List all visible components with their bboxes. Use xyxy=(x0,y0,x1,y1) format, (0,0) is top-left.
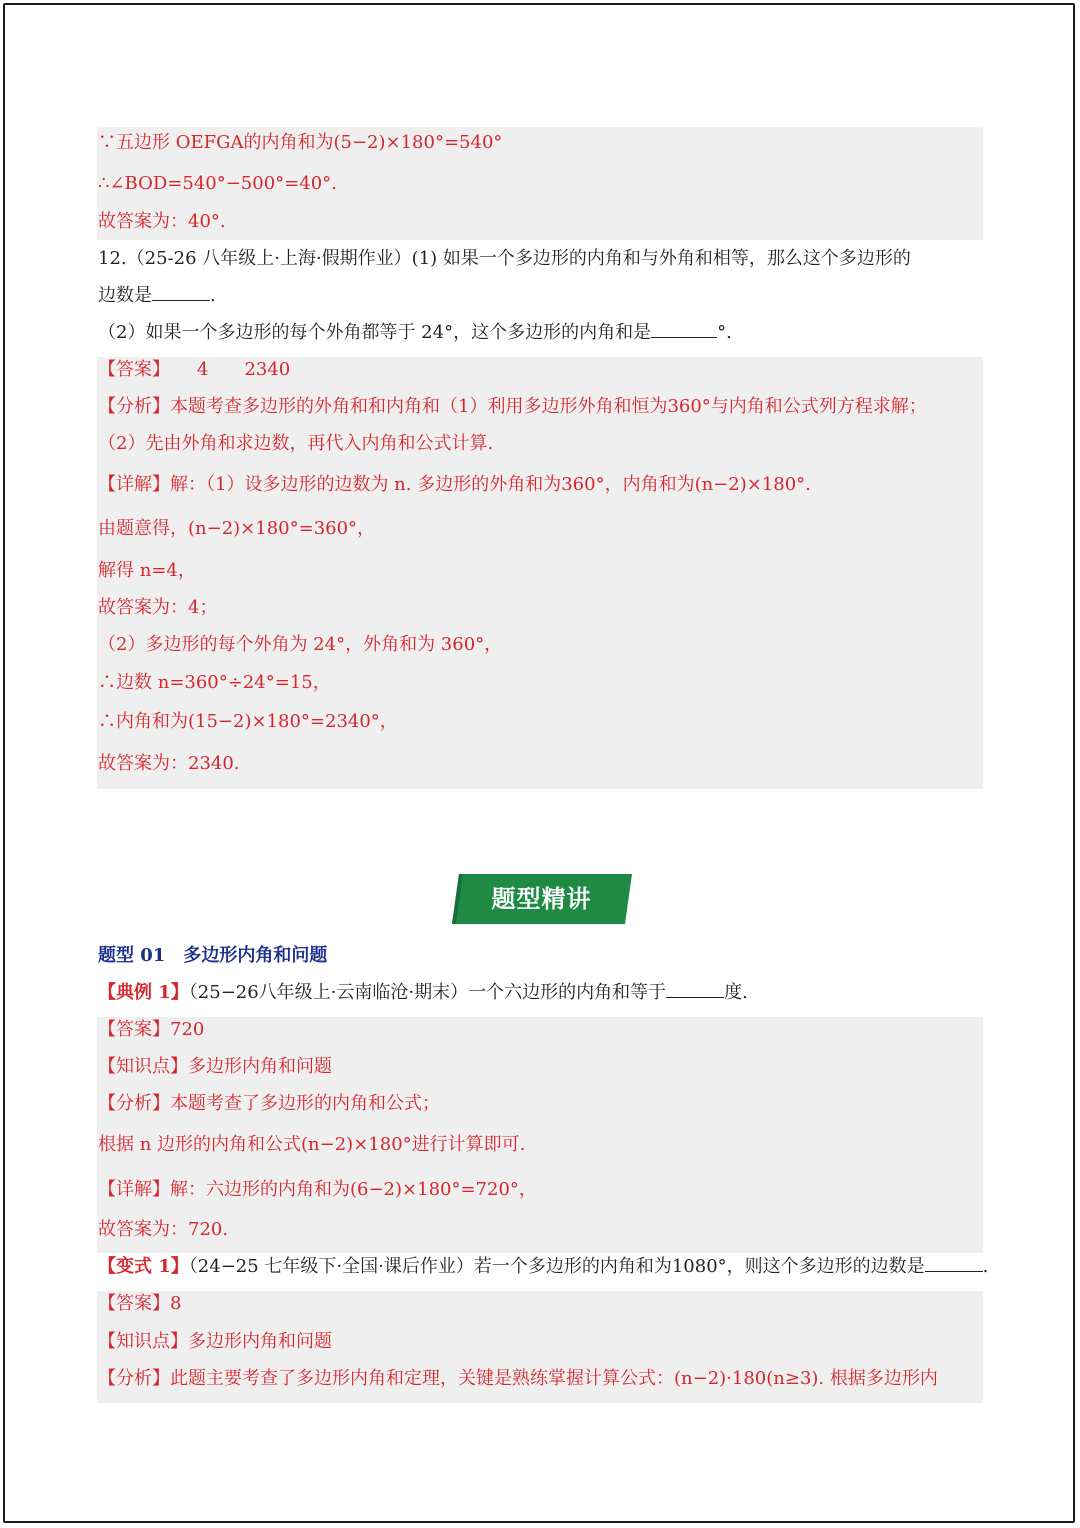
topic-heading: 题型 01 多边形内角和问题 xyxy=(98,945,328,966)
analysis-line: 根据 n 边形的内角和公式(n−2)×180°进行计算即可. xyxy=(98,1134,526,1155)
solution-step: ∴边数 n=360°÷24°=15， xyxy=(98,672,331,693)
final-answer-line: 故答案为：720. xyxy=(98,1219,229,1240)
knowledge-point-line: 【知识点】多边形内角和问题 xyxy=(98,1056,332,1077)
example-1-tag: 【典例 1】 xyxy=(98,982,189,1003)
solution-step: 解得 n=4， xyxy=(98,560,196,581)
variant-1-tag: 【变式 1】 xyxy=(98,1256,189,1277)
question-12-text-cont xyxy=(98,277,216,315)
final-answer-line: 故答案为：2340. xyxy=(98,753,240,774)
example-1-tail: 度. xyxy=(724,982,748,1003)
section-banner-label: 题型精讲 xyxy=(491,885,592,913)
answer-blank[interactable] xyxy=(152,299,210,301)
answer-line: 【答案】8 xyxy=(98,1293,182,1314)
question-12-text: 12.（25-26 八年级上·上海·假期作业）(1) 如果一个多边形的内角和与外角和相等，那么这个多边形的 xyxy=(98,248,911,269)
variant-1-question xyxy=(98,1248,988,1286)
analysis-line: 【分析】本题考查了多边形的内角和公式； xyxy=(98,1093,440,1114)
answer-blank[interactable] xyxy=(925,1270,983,1272)
variant-1-text: （24−25 七年级下·全国·课后作业）若一个多边形的内角和为1080°，则这个多边形的边数是 xyxy=(188,1256,925,1277)
solution-step: （2）多边形的每个外角为 24°，外角和为 360°， xyxy=(98,634,503,655)
question-12-part2-unit: °. xyxy=(717,322,732,343)
solution-line: ∵五边形 OEFGA的内角和为(5−2)×180°=540° xyxy=(98,132,503,153)
question-12-label: 边数是 xyxy=(98,285,152,306)
analysis-line: 【分析】此题主要考查了多边形内角和定理，关键是熟练掌握计算公式：(n−2)·180(n≥3). 根据多边形内 xyxy=(98,1368,938,1389)
question-12-part2-text: （2）如果一个多边形的每个外角都等于 24°，这个多边形的内角和是 xyxy=(98,322,652,343)
detail-line: 【详解】解：六边形的内角和为(6−2)×180°=720°， xyxy=(98,1179,537,1200)
variant-1-tail: . xyxy=(982,1256,989,1277)
example-1-question xyxy=(98,974,748,1012)
detail-line: 【详解】解：（1）设多边形的边数为 n. 多边形的外角和为360°，内角和为(n−2)×180°. xyxy=(98,474,811,495)
solution-step: 由题意得，(n−2)×180°=360°， xyxy=(98,518,376,539)
analysis-line: 【分析】本题考查多边形的外角和和内角和（1）利用多边形外角和恒为360°与内角和公式列方程求解； xyxy=(98,396,927,417)
solution-step: ∴内角和为(15−2)×180°=2340°， xyxy=(98,711,398,732)
solution-step: 故答案为：4； xyxy=(98,597,218,618)
final-answer-line: 故答案为：40°. xyxy=(98,211,226,232)
solution-line: ∴∠BOD=540°−500°=40°. xyxy=(98,173,337,194)
answer-blank[interactable] xyxy=(666,996,724,998)
knowledge-point-line: 【知识点】多边形内角和问题 xyxy=(98,1331,332,1352)
question-12-period: . xyxy=(210,285,216,306)
example-1-text: （25−26八年级上·云南临沧·期末）一个六边形的内角和等于 xyxy=(188,982,667,1003)
question-12-part2 xyxy=(98,314,732,352)
answer-line: 【答案】 4 2340 xyxy=(98,359,291,380)
answer-blank[interactable] xyxy=(651,336,717,338)
answer-line: 【答案】720 xyxy=(98,1019,205,1040)
analysis-line: （2）先由外角和求边数，再代入内角和公式计算. xyxy=(98,433,494,454)
